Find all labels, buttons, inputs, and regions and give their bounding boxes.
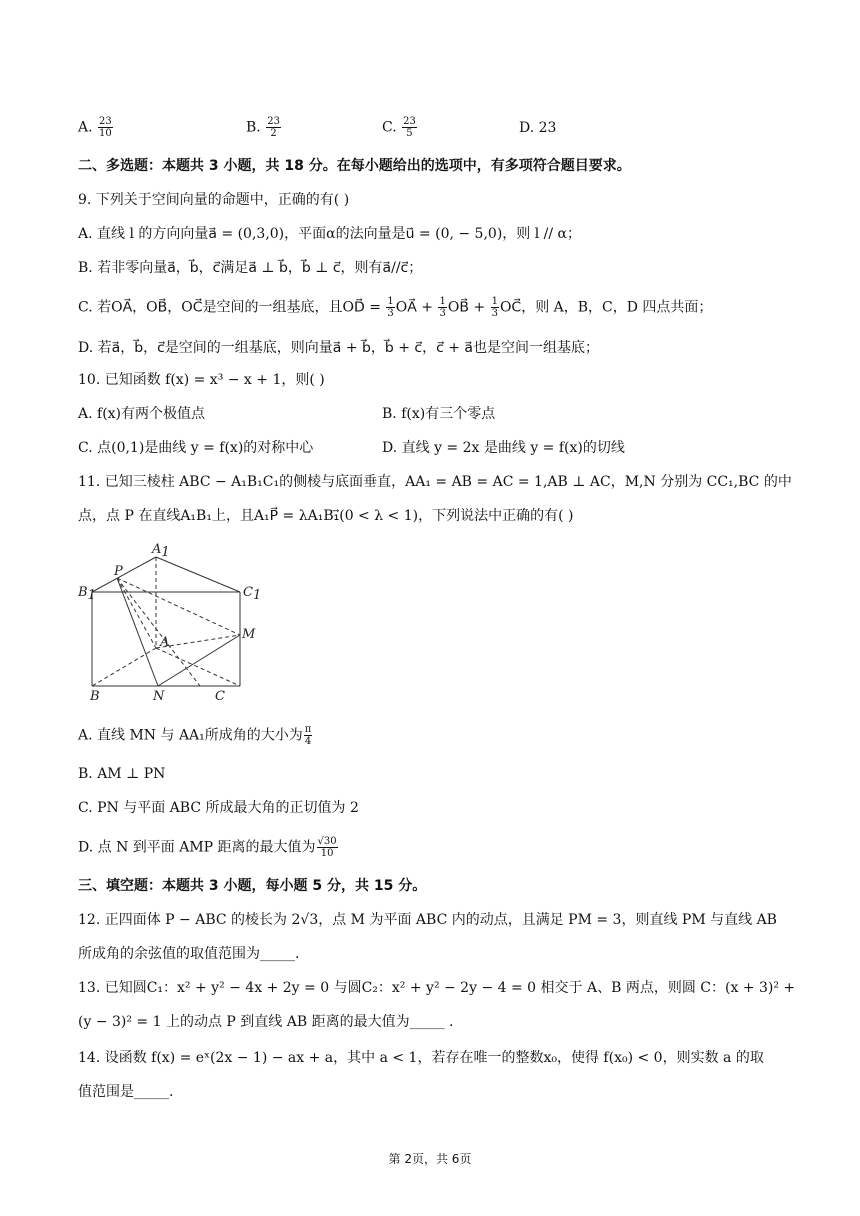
label-c: C (215, 689, 225, 704)
fraction: $\frac{23}{2}$ (267, 116, 280, 139)
q10-stem: 10. 已知函数 f(x) = x³ − x + 1，则( ) (78, 372, 325, 388)
triangular-prism-figure (72, 540, 272, 705)
q8-option-b: B. $\frac{23}{2}$ (246, 116, 280, 139)
segment-n-m (158, 635, 240, 686)
q14-line2: 值范围是_____. (78, 1084, 174, 1100)
edge-a-b-hidden (92, 648, 156, 686)
q11-option-b: B. AM ⊥ PN (78, 766, 166, 782)
q11-option-a: A. 直线 MN 与 AA₁所成角的大小为 $\frac{\pi}{4}$ (78, 724, 312, 747)
q12-line1: 12. 正四面体 P − ABC 的棱长为 2√3，点 M 为平面 ABC 内的动点，且满足 PM = 3，则直线 PM 与直线 AB (78, 912, 777, 928)
edge-a-c-hidden (156, 648, 240, 686)
q11-option-d: D. 点 N 到平面 AMP 距离的最大值为 $\frac{√30}{10}$ (78, 836, 337, 859)
q10-option-c: C. 点(0,1)是曲线 y = f(x)的对称中心 (78, 440, 314, 456)
fraction: $\frac{23}{5}$ (403, 116, 416, 139)
q8-option-c: C. $\frac{23}{5}$ (382, 116, 416, 139)
q12-line2: 所成角的余弦值的取值范围为_____. (78, 946, 300, 962)
q13-line2: (y − 3)² = 1 上的动点 P 到直线 AB 距离的最大值为_____ . (78, 1014, 454, 1030)
q9-stem: 9. 下列关于空间向量的命题中，正确的有( ) (78, 192, 350, 208)
edge-b1-a1 (92, 557, 156, 592)
section-heading-multiple-choice: 二、多选题：本题共 3 小题，共 18 分。在每小题给出的选项中，有多项符合题目要求。 (78, 158, 631, 174)
fraction: $\frac{\pi}{4}$ (304, 724, 312, 747)
q9-option-d: D. 若a⃗，b⃗，c⃗是空间的一组基底，则向量a⃗ + b⃗，b⃗ + c⃗，c⃗ + a⃗也是空间一组基底； (78, 340, 600, 356)
page-footer: 第 2页，共 6页 (388, 1152, 472, 1166)
label-c1: C1 (243, 585, 262, 603)
segment-p-a-hidden (117, 578, 156, 648)
q11-stem-line1: 11. 已知三棱柱 ABC − A₁B₁C₁的侧棱与底面垂直，AA₁ = AB = AC = 1,AB ⊥ AC，M,N 分别为 CC₁,BC 的中 (78, 474, 792, 490)
fraction: $\frac{1}{3}$ (491, 296, 498, 319)
fraction: $\frac{23}{10}$ (99, 116, 112, 139)
q11-option-c: C. PN 与平面 ABC 所成最大角的正切值为 2 (78, 800, 359, 816)
q8-option-a: A. $\frac{23}{10}$ (78, 116, 112, 139)
label-p: P (114, 564, 123, 579)
q9-option-c: C. 若OA⃗，OB⃗，OC⃗是空间的一组基底，且OD⃗ = $\frac{1}{3}$ OA⃗ + $\frac{1}{3}$ OB⃗ + $\frac{1}{3}$ OC⃗，则 A，B，C，D 四点共面； (78, 296, 713, 319)
q14-line1: 14. 设函数 f(x) = eˣ(2x − 1) − ax + a，其中 a < 1，若存在唯一的整数x₀，使得 f(x₀) < 0，则实数 a 的取 (78, 1050, 764, 1066)
label-a1: A1 (152, 542, 170, 560)
q10-option-a: A. f(x)有两个极值点 (78, 406, 206, 422)
segment-p-c-hidden (117, 578, 200, 686)
fraction: $\frac{1}{3}$ (439, 296, 446, 319)
q9-option-b: B. 若非零向量a⃗，b⃗，c⃗满足a⃗ ⊥ b⃗，b⃗ ⊥ c⃗，则有a⃗//c⃗； (78, 260, 423, 276)
q13-line1: 13. 已知圆C₁：x² + y² − 4x + 2y = 0 与圆C₂：x² + y² − 2y − 4 = 0 相交于 A、B 两点，则圆 C：(x + 3)² + (78, 980, 796, 996)
q8-option-d: D. 23 (519, 120, 557, 136)
label-b: B (90, 689, 100, 704)
q10-option-d: D. 直线 y = 2x 是曲线 y = f(x)的切线 (382, 440, 625, 456)
fraction: $\frac{1}{3}$ (387, 296, 394, 319)
q11-stem-line2: 点，点 P 在直线A₁B₁上，且A₁P⃗ = λA₁B₁⃗(0 < λ < 1)，下列说法中正确的有( ) (78, 508, 574, 524)
label-b1: B1 (78, 585, 96, 603)
q9-option-a: A. 直线 l 的方向向量a⃗ = (0,3,0)，平面α的法向量是u⃗ = (0, − 5,0)，则 l // α； (78, 226, 581, 242)
label-m: M (242, 627, 256, 642)
label-n: N (153, 689, 165, 704)
edge-a1-c1 (156, 557, 240, 592)
q10-option-b: B. f(x)有三个零点 (382, 406, 496, 422)
section-heading-fill-in: 三、填空题：本题共 3 小题，每小题 5 分，共 15 分。 (78, 878, 427, 894)
label-a: A (160, 635, 170, 650)
fraction: $\frac{√30}{10}$ (317, 836, 337, 859)
